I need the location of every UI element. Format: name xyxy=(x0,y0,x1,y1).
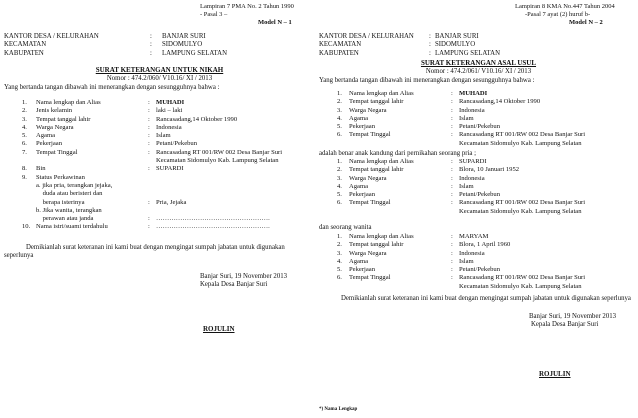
item-number: 1. xyxy=(337,233,342,240)
detail-row xyxy=(337,158,585,166)
item-number xyxy=(22,215,36,223)
item-value: Pria, Jejaka xyxy=(156,198,187,206)
right-sign-place-date: Banjar Suri, 19 November 2013 xyxy=(529,313,617,320)
item-label xyxy=(349,283,451,291)
item-label: Jenis kelamin xyxy=(36,107,73,115)
right-closing-text: Demikianlah surat keteranan ini kami buat dengan mengingat sumpah jabatan untuk digunakan seperlunya xyxy=(341,295,631,302)
item-label: Tempat Tinggal xyxy=(349,199,391,207)
item-label: Agama xyxy=(349,114,369,122)
item-colon: : xyxy=(451,182,453,190)
item-colon: : xyxy=(451,131,453,139)
item-label xyxy=(349,208,451,216)
item-label: Nama lengkap dan Alias xyxy=(349,233,414,240)
item-number: 2. xyxy=(337,241,342,249)
detail-row xyxy=(337,250,585,258)
left-model-label: Model N – 1 xyxy=(258,19,292,26)
item-value: SUPARDI xyxy=(156,165,184,173)
item-value: MUHADI xyxy=(156,99,185,106)
item-colon: : xyxy=(451,191,453,199)
item-colon xyxy=(148,157,156,165)
item-number: 4. xyxy=(337,182,342,190)
item-value: laki – laki xyxy=(156,107,183,115)
item-number: 2. xyxy=(337,98,342,106)
office-label: KABUPATEN xyxy=(4,49,44,57)
item-value: Kecamatan Sidomulyo Kab. Lampung Selatan xyxy=(156,157,279,165)
detail-row xyxy=(337,166,585,174)
item-colon xyxy=(148,182,156,190)
left-attachment-line: Lampiran 7 PMA No. 2 Tahun 1990 xyxy=(200,3,294,10)
item-label: berapa isterinya xyxy=(36,198,85,206)
item-value: Indonesia xyxy=(156,123,182,131)
left-signatory-name: ROJULIN xyxy=(203,325,235,333)
item-number xyxy=(22,182,36,190)
left-sign-place-date: Banjar Suri, 19 November 2013 xyxy=(200,273,288,280)
item-number: 6. xyxy=(337,274,342,282)
left-document-title: SURAT KETERANGAN UNTUK NIKAH xyxy=(95,66,224,74)
detail-row xyxy=(22,190,282,198)
detail-row xyxy=(337,266,585,274)
item-number: 1. xyxy=(337,158,342,165)
office-row: KECAMATAN : SIDOMULYO xyxy=(319,41,476,49)
item-number: 4. xyxy=(337,257,342,265)
item-value: ……………………………………………. xyxy=(156,223,270,231)
right-father-intro: adalah benar anak kandung dari pernikahan seorang pria ; xyxy=(319,150,477,157)
office-label: KABUPATEN xyxy=(319,49,359,57)
item-value: Islam xyxy=(156,132,171,140)
item-value: Indonesia xyxy=(459,106,485,114)
item-value: Islam xyxy=(459,182,474,190)
item-label: Nama lengkap dan Alias xyxy=(349,158,414,165)
item-label: Bin xyxy=(36,165,46,173)
right-office-block xyxy=(319,33,500,58)
detail-row xyxy=(22,182,282,190)
item-value: SUPARDI xyxy=(459,158,487,165)
item-colon: : xyxy=(451,166,453,174)
item-label: Pekerjaan xyxy=(36,140,62,148)
item-label: Agama xyxy=(36,132,56,140)
item-label: Pekerjaan xyxy=(349,123,375,131)
item-label: Agama xyxy=(349,257,369,265)
item-number: 3. xyxy=(337,249,342,257)
office-value: LAMPUNG SELATAN xyxy=(162,49,227,57)
item-number xyxy=(22,207,36,215)
left-document-number: Nomor : 474.2/060/ V10.16/ XI / 2013 xyxy=(106,75,213,82)
detail-row xyxy=(337,199,585,207)
detail-row xyxy=(337,98,585,106)
detail-row xyxy=(22,132,282,140)
item-label xyxy=(36,157,148,165)
detail-row xyxy=(22,199,282,207)
item-label: Status Perkawinan xyxy=(36,173,85,181)
item-colon xyxy=(451,140,459,148)
office-row: KANTOR DESA / KELURAHAN : BANJAR SURI xyxy=(319,33,479,40)
item-number: 3. xyxy=(22,115,27,123)
item-colon xyxy=(451,208,459,216)
item-colon: : xyxy=(148,107,150,115)
item-colon xyxy=(148,207,156,215)
detail-row xyxy=(337,90,585,98)
office-value: LAMPUNG SELATAN xyxy=(435,49,500,57)
right-applicant-details xyxy=(337,90,585,148)
office-row: KABUPATEN : LAMPUNG SELATAN xyxy=(319,49,500,57)
item-label: Warga Negara xyxy=(36,123,74,131)
item-label: Tempat tanggal lahir xyxy=(36,115,91,123)
item-label: b. Jika wanita, terangkan xyxy=(36,206,102,214)
item-number xyxy=(337,283,349,291)
item-colon: : xyxy=(451,114,453,122)
item-value: Rancasadang RT 001/RW 002 Desa Banjar Suri xyxy=(156,148,283,156)
item-label xyxy=(349,140,451,148)
item-value: Kecamatan Sidomulyo Kab. Lampung Selatan xyxy=(459,282,582,290)
item-label: Tempat Tinggal xyxy=(349,274,391,282)
item-label: Tempat tanggal lahir xyxy=(349,166,404,174)
office-label: KANTOR DESA / KELURAHAN xyxy=(319,33,414,40)
detail-row xyxy=(22,149,282,157)
item-colon: : xyxy=(148,132,150,140)
item-value: Blora, 10 Januari 1952 xyxy=(459,166,520,174)
right-document-title: SURAT KETERANGAN ASAL USUL xyxy=(420,59,537,67)
detail-row xyxy=(337,258,585,266)
detail-row xyxy=(22,215,282,223)
item-colon: : xyxy=(148,148,150,156)
office-value: SIDOMULYO xyxy=(162,41,203,49)
item-number: 4. xyxy=(22,123,27,131)
item-number: 2. xyxy=(22,107,27,115)
item-colon: : xyxy=(451,123,453,131)
item-label: Tempat Tinggal xyxy=(349,131,391,139)
right-mother-intro: dan seorang wanita xyxy=(319,224,372,231)
right-model-label: Model N – 2 xyxy=(569,19,603,26)
office-value: BANJAR SURI xyxy=(435,33,479,40)
item-label: Warga Negara xyxy=(349,106,387,114)
right-intro-text: Yang bertanda tangan dibawah ini menerangkan dengan sesungguhnya bahwa : xyxy=(319,77,535,84)
right-document-number: Nomor : 474.2/061/ V10.16/ XI / 2013 xyxy=(425,68,532,75)
detail-row xyxy=(337,115,585,123)
item-label: perawan atau janda xyxy=(36,215,94,223)
item-label: Tempat tanggal lahir xyxy=(349,98,404,106)
item-value: Indonesia xyxy=(459,174,485,182)
right-father-details xyxy=(337,158,585,216)
right-mother-details xyxy=(337,233,585,291)
right-article-line: -Pasal 7 ayat (2) huruf b- xyxy=(525,11,591,18)
item-colon: : xyxy=(451,257,453,265)
item-number: 3. xyxy=(337,106,342,114)
detail-row xyxy=(337,123,585,131)
item-value: Petani/Pekebun xyxy=(459,191,501,199)
item-number: 10. xyxy=(22,223,31,231)
detail-row xyxy=(22,207,282,215)
item-colon: : xyxy=(451,199,453,207)
left-groom-details xyxy=(22,99,282,232)
office-row: KANTOR DESA / KELURAHAN : BANJAR SURI xyxy=(4,33,206,40)
detail-row xyxy=(337,283,585,291)
item-number xyxy=(22,199,36,207)
item-value: Petani/Pekebun xyxy=(156,140,198,148)
office-value: BANJAR SURI xyxy=(162,33,206,40)
item-value: MUHADI xyxy=(459,90,488,97)
item-colon: : xyxy=(451,274,453,282)
detail-row xyxy=(337,131,585,139)
item-colon: : xyxy=(451,233,453,240)
item-number: 6. xyxy=(337,131,342,139)
item-value: MARYAM xyxy=(459,233,489,240)
item-number: 6. xyxy=(22,140,27,148)
office-row: KECAMATAN : SIDOMULYO xyxy=(4,41,203,49)
item-colon: : xyxy=(451,241,453,249)
item-colon: : xyxy=(148,165,150,173)
detail-row xyxy=(337,274,585,282)
item-number: 3. xyxy=(337,174,342,182)
detail-row xyxy=(337,175,585,183)
right-page-model-n2 xyxy=(319,0,638,418)
item-colon: : xyxy=(148,198,150,206)
item-value: Islam xyxy=(459,257,474,265)
item-value: Rancasadang,14 Oktober 1990 xyxy=(459,98,541,106)
detail-row xyxy=(22,124,282,132)
item-number: 8. xyxy=(22,165,27,173)
item-label: Nama lengkap dan Alias xyxy=(36,99,101,106)
item-number: 6. xyxy=(337,199,342,207)
item-number: 1. xyxy=(337,90,342,97)
item-colon: : xyxy=(451,106,453,114)
item-label: duda atau beristeri dan xyxy=(36,190,103,198)
item-colon: : xyxy=(451,98,453,106)
right-signatory-name: ROJULIN xyxy=(539,370,571,378)
item-value: Islam xyxy=(459,114,474,122)
item-colon xyxy=(451,283,459,291)
item-number: 5. xyxy=(337,123,342,131)
left-office-block xyxy=(4,33,227,58)
item-value: Petani/Pekebun xyxy=(459,266,501,274)
item-value: Indonesia xyxy=(459,249,485,257)
office-label: KANTOR DESA / KELURAHAN xyxy=(4,33,99,40)
item-colon: : xyxy=(148,223,150,231)
detail-row xyxy=(337,208,585,216)
item-colon: : xyxy=(148,140,150,148)
item-number: 4. xyxy=(337,114,342,122)
item-colon: : xyxy=(451,249,453,257)
detail-row xyxy=(337,140,585,148)
item-value: Kecamatan Sidomulyo Kab. Lampung Selatan xyxy=(459,139,582,147)
item-value: Rancasadang RT 001/RW 002 Desa Banjar Suri xyxy=(459,274,586,282)
item-number: 5. xyxy=(22,132,27,140)
item-label: Nama istri/suami terdahulu xyxy=(36,223,108,231)
item-label: Tempat tanggal lahir xyxy=(349,241,404,249)
item-label: Tempat Tinggal xyxy=(36,148,78,156)
office-label: KECAMATAN xyxy=(4,41,47,49)
item-value: Kecamatan Sidomulyo Kab. Lampung Selatan xyxy=(459,207,582,215)
item-value: Petani/Pekebun xyxy=(459,123,501,131)
detail-row xyxy=(22,99,282,107)
item-number: 9. xyxy=(22,173,27,181)
item-value: Rancasadang RT 001/RW 002 Desa Banjar Suri xyxy=(459,131,586,139)
office-value: SIDOMULYO xyxy=(435,41,476,49)
item-value: Rancasadang RT 001/RW 002 Desa Banjar Suri xyxy=(459,199,586,207)
item-colon: : xyxy=(148,115,150,123)
right-footnote: *) Nama Lengkap xyxy=(319,407,358,412)
detail-row xyxy=(337,191,585,199)
item-label: Nama lengkap dan Alias xyxy=(349,90,414,97)
item-number xyxy=(337,208,349,216)
item-colon: : xyxy=(148,99,150,106)
left-closing-text: Demikianlah surat keteranan ini kami buat dengan mengingat sumpah jabatan untuk digunakan seperlunya xyxy=(4,244,285,260)
detail-row xyxy=(337,241,585,249)
detail-row xyxy=(337,233,585,241)
detail-row xyxy=(337,107,585,115)
item-number xyxy=(22,190,36,198)
item-colon: : xyxy=(451,90,453,97)
item-colon: : xyxy=(148,123,150,131)
detail-row xyxy=(22,174,282,182)
detail-row xyxy=(22,223,282,231)
item-colon: : xyxy=(148,215,150,223)
left-intro-text: Yang bertanda tangan dibawah ini menerangkan dengan sesungguhnya bahwa : xyxy=(4,84,220,91)
item-label: Warga Negara xyxy=(349,249,387,257)
detail-row xyxy=(22,107,282,115)
office-row: KABUPATEN : LAMPUNG SELATAN xyxy=(4,49,227,57)
detail-row xyxy=(22,165,282,173)
item-number: 5. xyxy=(337,191,342,199)
left-sign-role: Kepala Desa Banjar Suri xyxy=(200,281,268,288)
left-article-line: - Pasal 3 – xyxy=(200,11,228,18)
item-colon: : xyxy=(451,174,453,182)
item-number: 5. xyxy=(337,266,342,274)
item-value: ……………………………………………. xyxy=(156,215,270,223)
item-number: 1. xyxy=(22,99,27,106)
item-label: Pekerjaan xyxy=(349,266,375,274)
detail-row xyxy=(22,140,282,148)
item-number: 2. xyxy=(337,166,342,174)
item-colon xyxy=(148,190,156,198)
item-value: Blora, 1 April 1960 xyxy=(459,241,511,249)
item-number: 7. xyxy=(22,148,27,156)
right-attachment-line: Lampiran 8 KMA No.447 Tahun 2004 xyxy=(515,3,615,10)
office-label: KECAMATAN xyxy=(319,41,362,49)
item-label: Pekerjaan xyxy=(349,191,375,199)
item-colon: : xyxy=(451,158,453,165)
item-number xyxy=(337,140,349,148)
item-value: Rancasadang,14 Oktober 1990 xyxy=(156,115,238,123)
item-colon: : xyxy=(451,266,453,274)
item-label: Warga Negara xyxy=(349,174,387,182)
item-label: Agama xyxy=(349,182,369,190)
item-label: a. jika pria, terangkan jejaka, xyxy=(36,181,113,189)
item-colon xyxy=(148,174,156,182)
item-number xyxy=(22,157,36,165)
detail-row xyxy=(22,157,282,165)
right-sign-role: Kepala Desa Banjar Suri xyxy=(531,321,599,328)
detail-row xyxy=(22,116,282,124)
detail-row xyxy=(337,183,585,191)
